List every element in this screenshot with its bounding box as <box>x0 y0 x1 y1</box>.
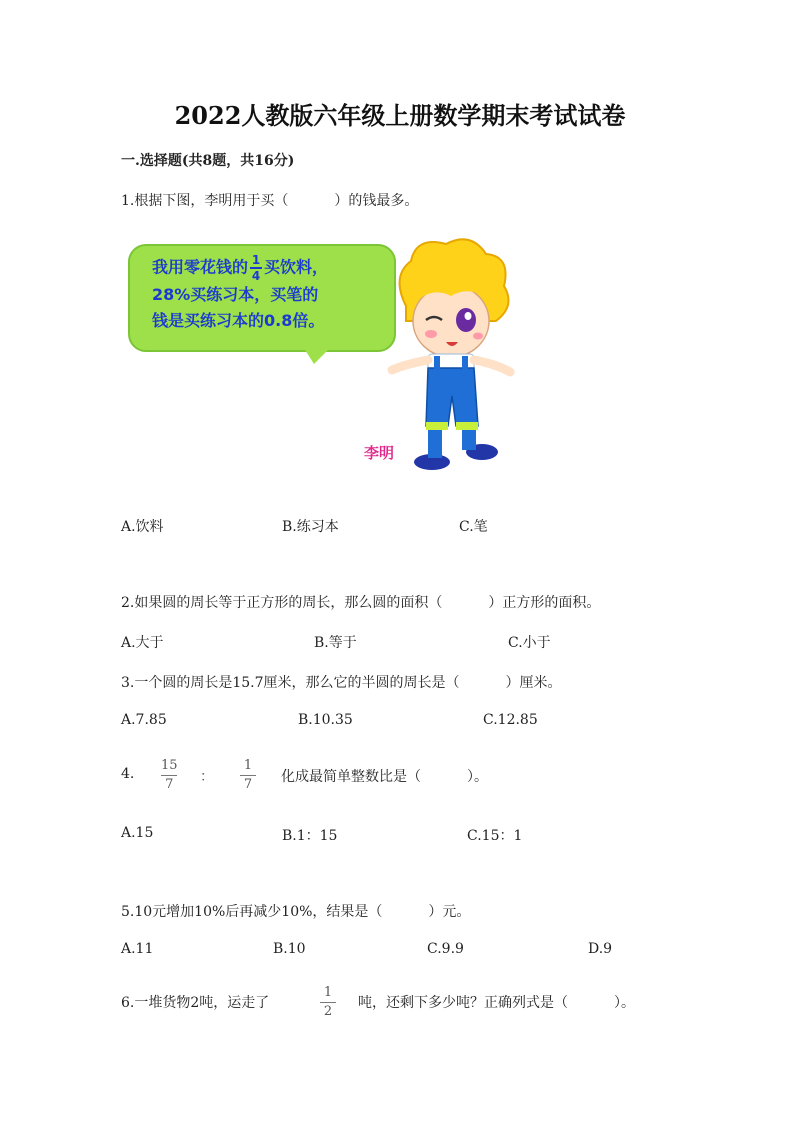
question-2-stem-before: 2.如果圆的周长等于正方形的周长，那么圆的面积（ <box>121 595 443 611</box>
question-6-stem-end: ）。 <box>614 995 635 1011</box>
question-3-stem-after: ）厘米。 <box>505 675 562 691</box>
speech-bubble-text <box>152 254 328 334</box>
question-5-stem-after: ）元。 <box>428 904 471 920</box>
question-1 <box>121 190 418 210</box>
fraction-denominator: 2 <box>323 1004 333 1019</box>
question-3-option-a[interactable]: A.7.85 <box>121 712 167 728</box>
question-5-option-c[interactable]: C.9.9 <box>427 941 464 957</box>
bubble-fraction <box>250 254 262 282</box>
question-2-option-c[interactable]: C.小于 <box>508 635 551 651</box>
question-4-fraction-2 <box>240 759 256 792</box>
cartoon-boy-illustration <box>386 236 516 476</box>
question-4-stem-after: 化成最简单整数比是（ <box>281 769 421 785</box>
question-5-stem-before: 5.10元增加10%后再减少10%，结果是（ <box>121 904 383 920</box>
question-4-stem-end: ）。 <box>467 769 488 785</box>
question-3-stem-before: 3.一个圆的周长是15.7厘米，那么它的半圆的周长是（ <box>121 675 460 691</box>
question-2-option-b[interactable]: B.等于 <box>314 635 357 651</box>
question-3 <box>121 672 562 692</box>
question-4-option-a[interactable]: A.15 <box>121 825 154 841</box>
question-1-option-c[interactable]: C.笔 <box>459 519 488 535</box>
question-6-stem <box>358 992 635 1012</box>
question-6-stem-after: 吨，还剩下多少吨？正确列式是（ <box>358 995 568 1011</box>
question-1-stem-before: 1.根据下图，李明用于买（ <box>121 193 289 209</box>
bubble-frac-den: 4 <box>251 269 261 283</box>
question-3-option-b[interactable]: B.10.35 <box>298 712 353 728</box>
question-5-option-b[interactable]: B.10 <box>273 941 306 957</box>
section-heading: 一.选择题(共8题，共16分) <box>121 153 295 169</box>
question-1-option-b[interactable]: B.练习本 <box>282 519 339 535</box>
question-1-option-a[interactable]: A.饮料 <box>121 519 164 535</box>
question-4-option-b[interactable]: B.1：15 <box>282 828 338 844</box>
page-title: 2022人教版六年级上册数学期末考试试卷 <box>174 101 626 130</box>
question-5-option-d[interactable]: D.9 <box>588 941 613 957</box>
question-2 <box>121 592 600 612</box>
bubble-line3: 钱是买练习本的0.8倍。 <box>152 311 325 330</box>
question-4-colon: ： <box>200 769 214 785</box>
fraction-denominator: 7 <box>165 777 174 792</box>
question-1-stem-after: ）的钱最多。 <box>334 193 419 209</box>
question-2-option-a[interactable]: A.大于 <box>121 635 164 651</box>
fraction-denominator: 7 <box>243 777 253 792</box>
fraction-numerator: 15 <box>161 758 178 773</box>
speech-bubble-tail <box>300 342 336 364</box>
bubble-line2: 28%买练习本，买笔的 <box>152 285 319 304</box>
bubble-frac-num: 1 <box>251 253 261 267</box>
character-name: 李明 <box>364 444 395 462</box>
question-4-number: 4. <box>121 766 135 782</box>
question-4-option-c[interactable]: C.15：1 <box>467 828 523 844</box>
question-6-stem-before: 6.一堆货物2吨，运走了 <box>121 995 270 1011</box>
question-3-option-c[interactable]: C.12.85 <box>483 712 538 728</box>
question-5-option-a[interactable]: A.11 <box>121 941 154 957</box>
bubble-line1-b: 买饮料， <box>264 257 329 277</box>
fraction-numerator: 1 <box>323 985 333 1000</box>
question-1-illustration <box>124 230 524 480</box>
question-5 <box>121 901 470 921</box>
bubble-line1-a: 我用零花钱的 <box>152 257 249 277</box>
question-4-stem <box>281 766 488 786</box>
question-6-fraction <box>320 986 336 1019</box>
fraction-numerator: 1 <box>243 758 253 773</box>
question-4-fraction-1 <box>161 759 178 792</box>
question-2-stem-after: ）正方形的面积。 <box>488 595 601 611</box>
